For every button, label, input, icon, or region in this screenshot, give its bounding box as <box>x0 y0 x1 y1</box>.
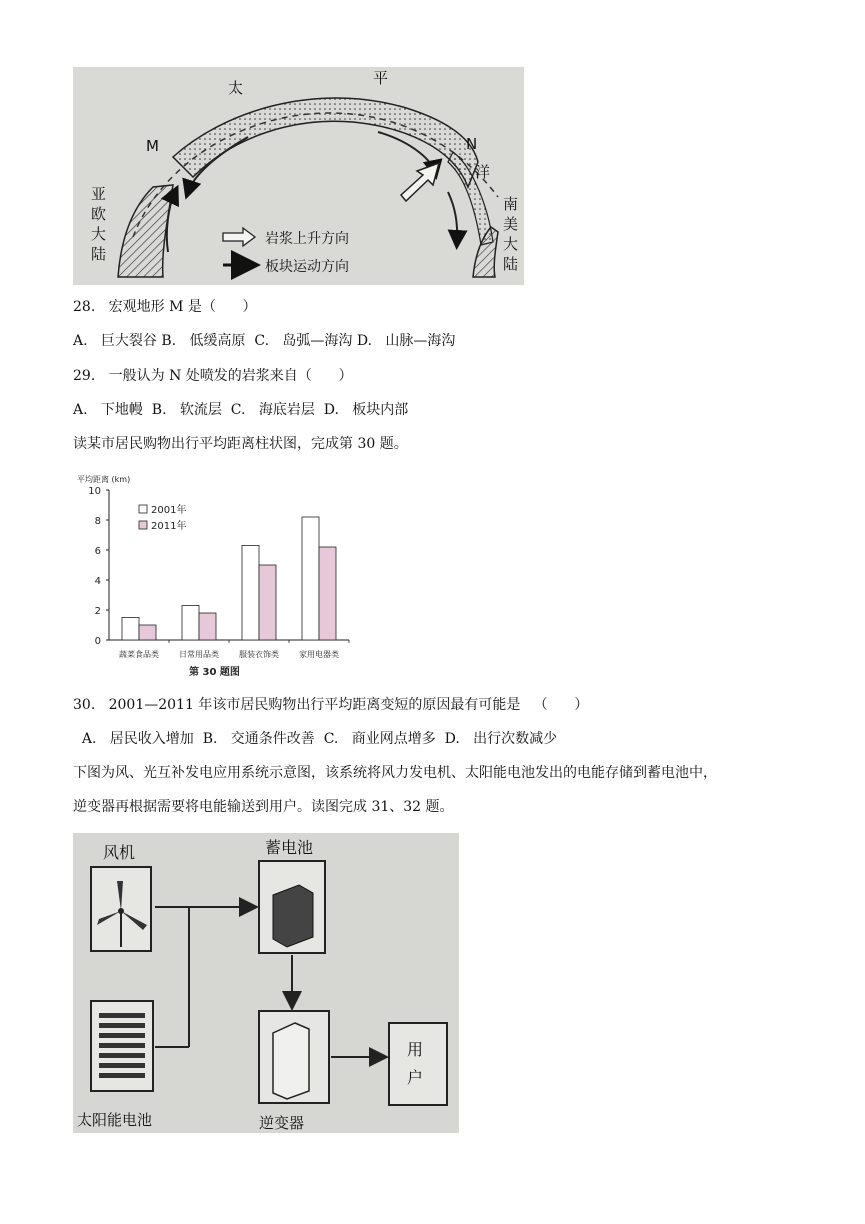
label-user-2: 户 <box>407 1068 424 1087</box>
chart-caption: 第 30 题图 <box>189 667 240 678</box>
label-yang: 洋 <box>475 163 491 181</box>
chart-bar <box>199 613 216 640</box>
chart-bar <box>139 625 156 640</box>
chart-ylabel: 平均距离 (km) <box>77 475 131 484</box>
label-ping: 平 <box>373 69 389 87</box>
q30-stem: 30. 2001—2011 年该市居民购物出行平均距离变短的原因最有可能是 （ ） <box>73 697 589 713</box>
q28-options: A. 巨大裂谷 B. 低缓高原 C. 岛弧—海沟 D. 山脉—海沟 <box>73 333 456 349</box>
label-eurasia-4: 陆 <box>91 245 107 263</box>
label-inverter: 逆变器 <box>259 1114 305 1132</box>
chart-ytick-label: 4 <box>94 576 101 587</box>
q28-stem: 28. 宏观地形 M 是（ ） <box>73 299 257 315</box>
plate-boundary-svg <box>73 67 524 285</box>
chart-ytick-label: 10 <box>88 486 101 497</box>
chart-xtick-label: 蔬菜食品类 <box>119 650 159 659</box>
legend-label-2011: 2011年 <box>151 521 187 532</box>
shopping-distance-chart <box>73 472 353 678</box>
battery-icon <box>273 885 313 947</box>
label-solar: 太阳能电池 <box>77 1111 153 1129</box>
legend-swatch-2001 <box>139 505 147 513</box>
wind-solar-system-figure <box>73 833 459 1133</box>
inverter-icon <box>273 1023 309 1099</box>
chart-xtick-label: 日常用品类 <box>179 650 219 659</box>
chart-xtick-label: 服装衣饰类 <box>239 650 279 659</box>
legend-swatch-2011 <box>139 521 147 529</box>
legend-plate-text: 板块运动方向 <box>265 259 349 275</box>
intro-31-line1: 下图为风、光互补发电应用系统示意图，该系统将风力发电机、太阳能电池发出的电能存储到蓄电池中， <box>73 765 717 781</box>
wind-solar-svg <box>73 833 459 1133</box>
label-samerica-2: 美 <box>503 215 519 233</box>
user-box <box>389 1023 447 1105</box>
intro-31-line2: 逆变器再根据需要将电能输送到用户。读图完成 31、32 题。 <box>73 799 454 815</box>
chart-bar <box>242 546 259 641</box>
chart-bar <box>302 517 319 640</box>
chart-ytick-label: 8 <box>94 516 101 527</box>
plate-boundary-figure <box>73 67 524 285</box>
legend-label-2001: 2001年 <box>151 505 187 516</box>
chart-legend <box>139 503 186 532</box>
q29-options: A. 下地幔 B. 软流层 C. 海底岩层 D. 板块内部 <box>73 402 409 418</box>
chart-ytick-label: 0 <box>94 636 101 647</box>
label-samerica-4: 陆 <box>503 255 519 273</box>
chart-bar <box>182 606 199 641</box>
chart-bar <box>122 618 139 641</box>
label-tai: 太 <box>228 79 244 97</box>
chart-ytick-label: 2 <box>94 606 101 617</box>
chart-svg <box>73 472 353 678</box>
chart-ytick-label: 6 <box>94 546 101 557</box>
label-eurasia-3: 大 <box>91 225 107 243</box>
q29-stem: 29. 一般认为 N 处喷发的岩浆来自（ ） <box>73 368 353 384</box>
intro-30: 读某市居民购物出行平均距离柱状图，完成第 30 题。 <box>73 436 408 452</box>
legend-magma-text: 岩浆上升方向 <box>265 231 349 247</box>
label-eurasia-1: 亚 <box>91 185 107 203</box>
chart-xtick-label: 家用电器类 <box>299 650 339 659</box>
label-m: M <box>146 137 159 155</box>
chart-bar <box>319 547 336 640</box>
label-samerica-3: 大 <box>503 235 519 253</box>
label-samerica-1: 南 <box>503 195 519 213</box>
label-eurasia-2: 欧 <box>91 205 107 223</box>
label-wind: 风机 <box>103 843 136 862</box>
label-battery: 蓄电池 <box>265 838 314 857</box>
chart-bar <box>259 565 276 640</box>
q30-options: A. 居民收入增加 B. 交通条件改善 C. 商业网点增多 D. 出行次数减少 <box>73 731 558 747</box>
label-n: N <box>466 135 478 153</box>
label-user-1: 用 <box>407 1040 424 1059</box>
